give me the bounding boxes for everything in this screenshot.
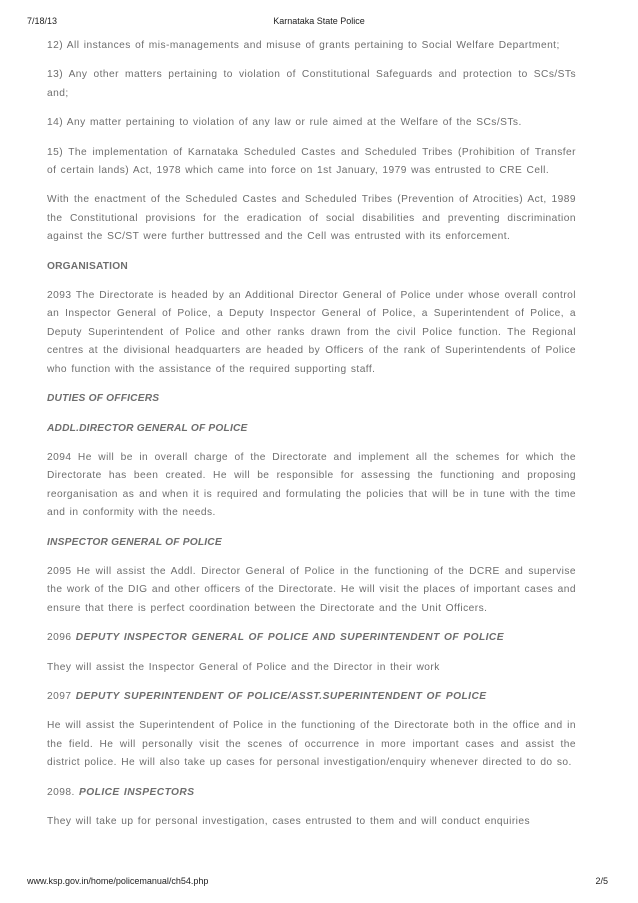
heading-duties-of-officers: DUTIES OF OFFICERS [47,393,160,405]
paragraph-2095: 2095 He will assist the Addl. Director General of Police in the functioning of the DCRE and supervise the work of the DIG and other officers of the Directorate. He will visit the places of important cases and ensure that there is perfect coordination between the Directorate and the Unit Officers. [47,565,576,614]
heading-addl-director-general: ADDL.DIRECTOR GENERAL OF POLICE [47,422,248,434]
paragraph-atrocities-act: With the enactment of the Scheduled Castes and Scheduled Tribes (Prevention of Atrocities) Act, 1989 the Constitutional provisions for the eradication of social disabilities and preventing discrimination against the SC/ST were further buttressed and the Cell was entrusted with its enforcement. [47,194,576,243]
document-body [47,37,576,842]
section-title-2096: DEPUTY INSPECTOR GENERAL OF POLICE AND SUPERINTENDENT OF POLICE [75,632,504,644]
print-date: 7/18/13 [27,16,58,26]
paragraph-2097: He will assist the Superintendent of Police in the functioning of the Directorate both in the office and in the field. He will personally visit the scenes of occurrence in more important cases and assist the district police. He will also take up cases for personal investigation/enquiry whenever directed to do so. [47,720,576,769]
paragraph-2098: They will take up for personal investigation, cases entrusted to them and will conduct enquiries [47,816,531,827]
section-title-2097: DEPUTY SUPERINTENDENT OF POLICE/ASST.SUPERINTENDENT OF POLICE [75,690,487,702]
heading-2097 [47,688,576,706]
page-header-title: Karnataka State Police [273,16,365,26]
heading-2096 [47,629,576,647]
paragraph-2093: 2093 The Directorate is headed by an Additional Director General of Police under whose overall control an Inspector General of Police, a Deputy Inspector General of Police, a Superintendent of Police, a Deputy Superintendent of Police and other ranks drawn from the civil Police function. The Regional centres at the divisional headquarters are headed by Officers of the rank of Superintendents of Police who function with the assistance of the required supporting staff. [47,290,576,375]
section-title-2098: POLICE INSPECTORS [79,786,195,798]
heading-2098 [47,784,576,802]
paragraph-15: 15) The implementation of Karnataka Scheduled Castes and Scheduled Tribes (Prohibition of Transfer of certain lands) Act, 1978 which came into force on 1st January, 1979 was entrusted to CRE Cell. [47,146,576,177]
heading-inspector-general: INSPECTOR GENERAL OF POLICE [47,536,222,548]
paragraph-2096: They will assist the Inspector General of Police and the Director in their work [47,661,440,673]
section-number-2098: 2098. [47,786,80,798]
page-number: 2/5 [595,876,608,886]
heading-organisation: ORGANISATION [47,260,128,272]
paragraph-14: 14) Any matter pertaining to violation of any law or rule aimed at the Welfare of the SCs/STs. [47,117,522,129]
paragraph-2094: 2094 He will be in overall charge of the Directorate and implement all the schemes for which the Directorate has been created. He will be responsible for assessing the functioning and proposing reorganisation as and when it is required and formulating the policies that will be in tune with the time and in conformity with the needs. [47,451,576,519]
section-number-2096: 2096 [47,632,76,644]
paragraph-12: 12) All instances of mis-managements and misuse of grants pertaining to Social Welfare Department; [47,40,560,51]
paragraph-13: 13) Any other matters pertaining to violation of Constitutional Safeguards and protection to SCs/STs and; [47,69,576,99]
footer-url: www.ksp.gov.in/home/policemanual/ch54.php [27,876,209,886]
section-number-2097: 2097 [47,690,76,702]
